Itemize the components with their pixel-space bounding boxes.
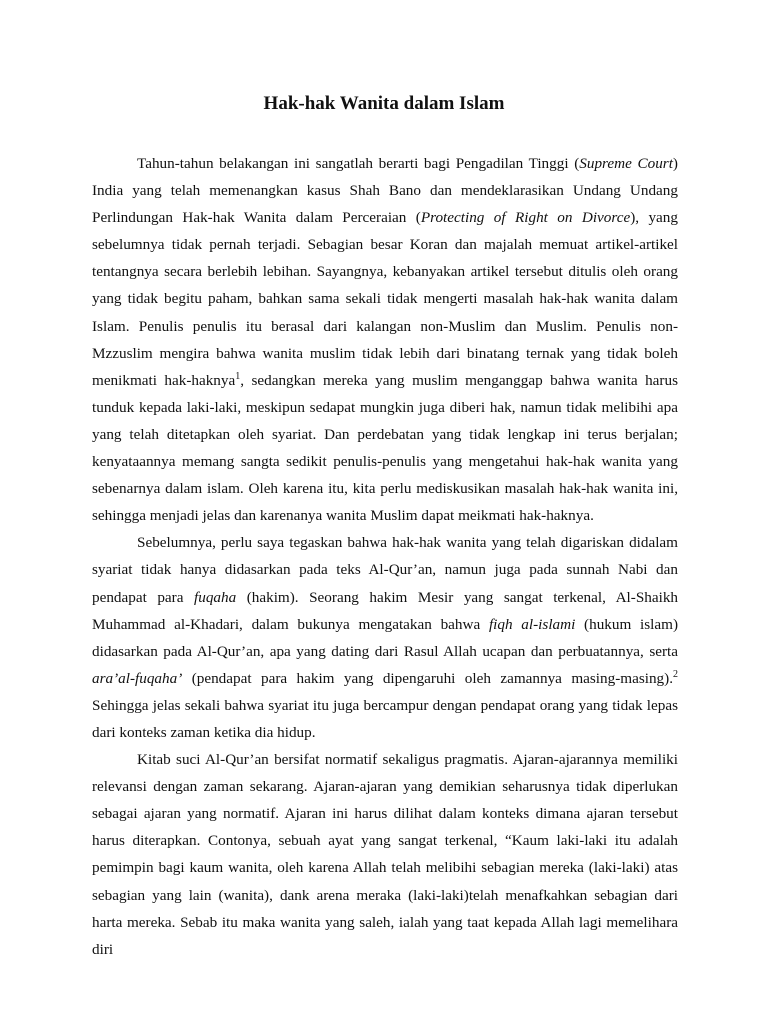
text-run: Tahun-tahun belakangan ini sangatlah berarti bagi Pengadilan Tinggi ( xyxy=(137,155,580,172)
footnote-marker: 1 xyxy=(235,370,241,382)
paragraph xyxy=(92,150,678,529)
document-body xyxy=(92,150,678,963)
text-run: Sehingga jelas sekali bahwa syariat itu juga bercampur dengan pendapat orang yang tidak lepas dari konteks zaman ketika dia hidup. xyxy=(92,696,678,741)
italic-term: Supreme Court xyxy=(579,155,673,172)
paragraph xyxy=(92,746,678,963)
footnote-marker: 2 xyxy=(673,668,678,680)
italic-term: Protecting of Right on Divorce xyxy=(420,209,631,227)
text-run: (hakim). Seorang hakim Mesir yang sangat terkenal, Al-Shaikh Muhammad al-Khadari, dalam bukunya mengatakan bahwa xyxy=(92,588,679,633)
paragraph xyxy=(92,529,678,746)
text-run: (pendapat para hakim yang dipengaruhi oleh zamannya masing-masing). xyxy=(182,669,673,687)
italic-term: fuqaha xyxy=(194,588,237,606)
text-run: Kitab suci Al-Qur’an bersifat normatif sekaligus pragmatis. Ajaran-ajarannya memiliki relevansi dengan zaman sekarang. Ajaran-ajaran yang demikian seharusnya tidak diperlukan sebagai ajaran yang normatif. Ajaran ini harus dilihat dalam konteks dimana ajaran tersebut harus diterapkan. Contonya, sebuah ayat yang sangat terkenal, “Kaum laki-laki itu adalah pemimpin bagi kaum wanita, oleh karena Allah telah melibihi sebagian mereka (laki-laki) atas sebagian yang lain (wanita), dank arena meraka (laki-laki)telah menafkahkan sebagian dari harta mereka. Sebab itu maka wanita yang saleh, ialah yang taat kepada Allah lagi memelihara diri xyxy=(92,751,678,958)
text-run: , sedangkan mereka yang muslim menganggap bahwa wanita harus tunduk kepada laki-laki, meskipun sedapat mungkin juga diberi hak, namun tidak melibihi apa yang telah ditetapkan oleh syariat. Dan perdebatan yang tidak lengkap ini terus berjalan; kenyataannya memang sangta sedikit penulis-penulis yang mengetahui hak-hak wanita yang sebenarnya dalam islam. Oleh karena itu, kita perlu mediskusikan masalah hak-hak wanita ini, sehingga menjadi jelas dan karenanya wanita Muslim dapat meikmati hak-haknya. xyxy=(92,371,678,525)
text-run: ) India yang telah memenangkan kasus Shah Bano dan mendeklarasikan Undang Undang Perlindungan Hak-hak Wanita dalam Perceraian ( xyxy=(92,155,678,227)
italic-term: fiqh al-islami xyxy=(488,615,576,633)
text-run: Sebelumnya, perlu saya tegaskan bahwa hak-hak wanita yang telah digariskan didalam syariat tidak hanya didasarkan pada teks Al-Qur’an, namun juga pada sunnah Nabi dan pendapat para xyxy=(92,534,678,606)
italic-term: ara’al-fuqaha’ xyxy=(92,669,183,687)
text-run: ), yang sebelumnya tidak pernah terjadi. Sebagian besar Koran dan majalah memuat artikel-artikel tentangnya secara berlebih lebihan. Sayangnya, kebanyakan artikel tersebut ditulis oleh orang yang tidak begitu paham, bahkan sama sekali tidak mengerti masalah hak-hak wanita dalam Islam. Penulis penulis itu berasal dari kalangan non-Muslim dan Muslim. Penulis non-Mzzuslim mengira bahwa wanita muslim tidak lebih dari binatang ternak yang tidak boleh menikmati hak-haknya xyxy=(92,209,678,389)
text-run: (hukum islam) didasarkan pada Al-Qur’an, apa yang dating dari Rasul Allah ucapan dan perbuatannya, serta xyxy=(92,615,679,660)
document-title: Hak-hak Wanita dalam Islam xyxy=(263,93,505,114)
